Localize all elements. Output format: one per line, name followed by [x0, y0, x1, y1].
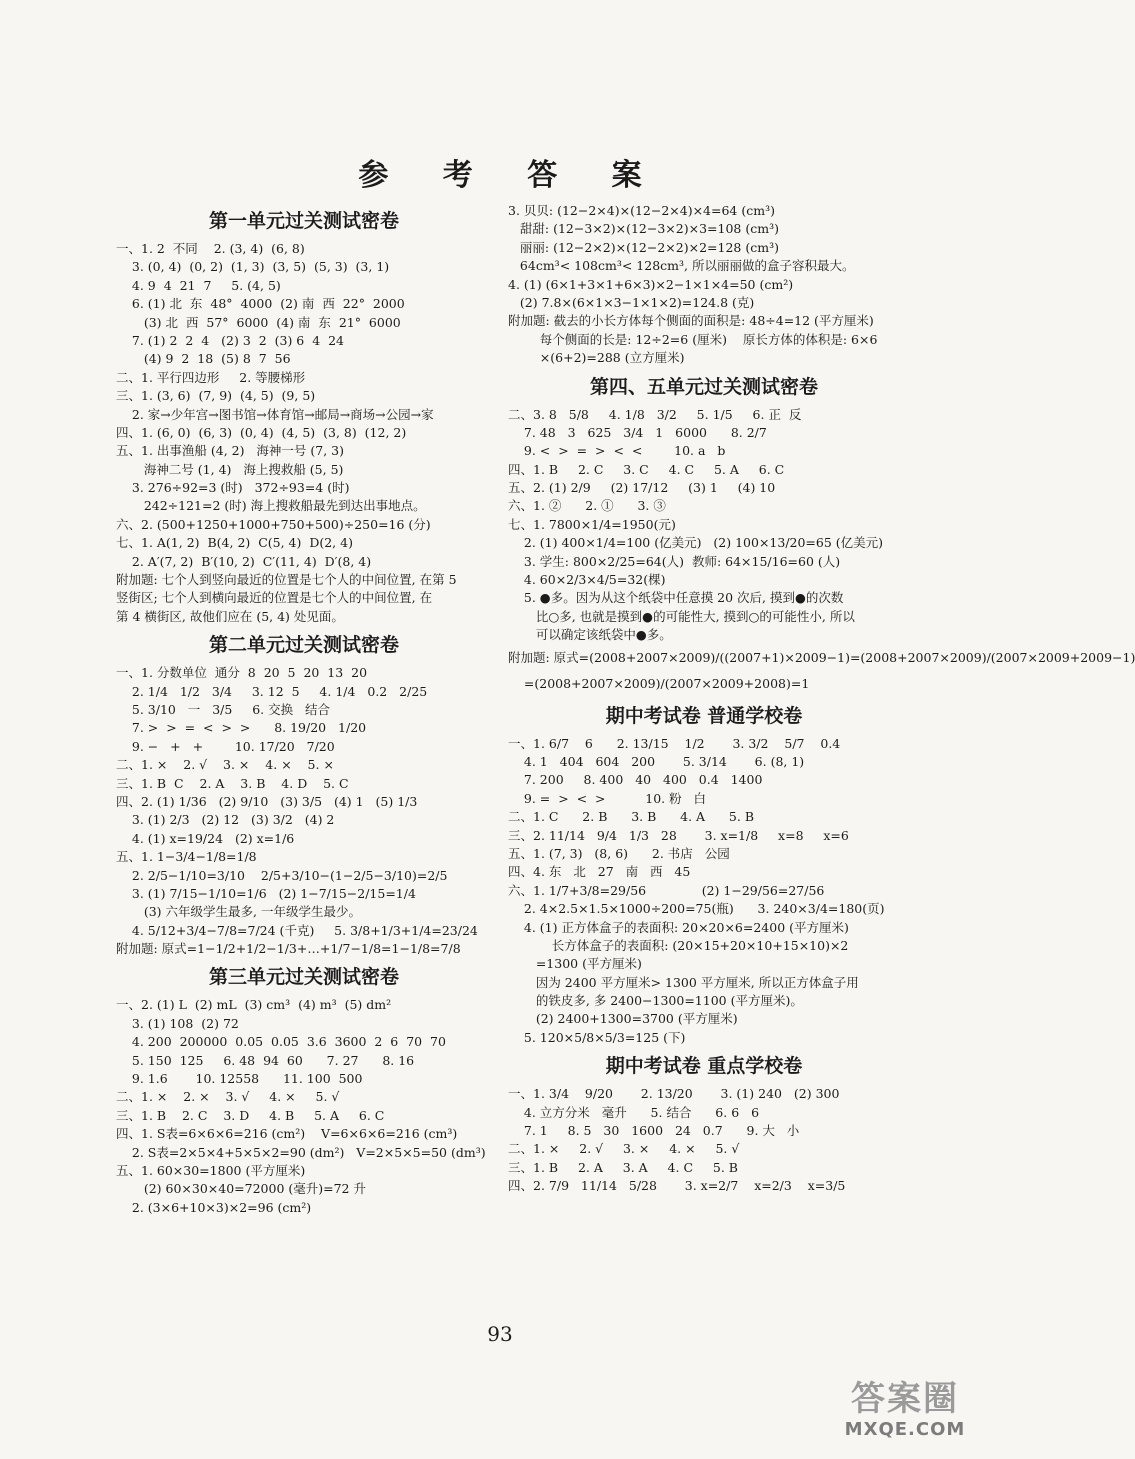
answer-line: 竖街区; 七个人到横向最近的位置是七个人的中间位置, 在	[116, 590, 433, 606]
answer-line: 7. 1 8. 5 30 1600 24 0.7 9. 大 小	[508, 1123, 800, 1139]
watermark-main-text: 答案圈	[851, 1379, 959, 1419]
answer-line: 2. 4×2.5×1.5×1000÷200=75(瓶) 3. 240×3/4=180(页)	[508, 901, 885, 917]
answer-line: 3. (1) 108 (2) 72	[116, 1015, 239, 1031]
answer-line: 长方体盒子的表面积: (20×15+20×10+15×10)×2	[508, 937, 849, 953]
answer-section	[116, 628, 492, 958]
answer-line: 2. 家→少年宫→图书馆→体育馆→邮局→商场→公园→家	[116, 406, 434, 422]
answer-line: 四、2. (1) 1/36 (2) 9/10 (3) 3/5 (4) 1 (5) 1/3	[116, 793, 418, 809]
answer-line: 二、3. 8 5/8 4. 1/8 3/2 5. 1/5 6. 正 反	[508, 406, 802, 422]
answer-line: 一、1. 6/7 6 2. 13/15 1/2 3. 3/2 5/7 0.4	[508, 735, 841, 751]
answer-line: 七、1. 7800×1/4=1950(元)	[508, 516, 676, 532]
answer-line: 4. (1) (6×1+3×1+6×3)×2−1×1×4=50 (cm²)	[508, 276, 794, 292]
answer-line: 5. 150 125 6. 48 94 60 7. 27 8. 16	[116, 1052, 415, 1068]
answer-line: (2) 7.8×(6×1×3−1×1×2)=124.8 (克)	[508, 294, 755, 310]
answer-line: 2. (1) 400×1/4=100 (亿美元) (2) 100×13/20=65 (亿美元)	[508, 535, 884, 551]
answer-line: 5. 3/10 一 3/5 6. 交换 结合	[116, 701, 331, 717]
answer-line: 2. A′(7, 2) B′(10, 2) C′(11, 4) D′(8, 4)	[116, 553, 372, 569]
answer-line: 四、1. S表=6×6×6=216 (cm²) V=6×6×6=216 (cm³)	[116, 1126, 458, 1142]
answer-line: 4. 5/12+3/4−7/8=7/24 (千克) 5. 3/8+1/3+1/4=23/24	[116, 922, 478, 938]
answer-line: ×(6+2)=288 (立方厘米)	[508, 350, 685, 366]
answer-line: 3. 学生: 800×2/25=64(人) 教师: 64×15/16=60 (人)	[508, 553, 841, 569]
answer-line: 附加题: 七个人到竖向最近的位置是七个人的中间位置, 在第 5	[116, 572, 457, 588]
answer-line: 二、1. × 2. √ 3. × 4. × 5. ×	[116, 757, 334, 773]
section-title: 第三单元过关测试密卷	[208, 966, 399, 989]
answer-line: 因为 2400 平方厘米> 1300 平方厘米, 所以正方体盒子用	[508, 974, 859, 990]
answer-line: 5. ●多。因为从这个纸袋中任意摸 20 次后, 摸到●的次数	[508, 590, 844, 606]
answer-line: 9. − + + 10. 17/20 7/20	[116, 738, 335, 754]
answer-line: 4. 200 200000 0.05 0.05 3.6 3600 2 6 70 70	[116, 1034, 446, 1050]
answer-line: 4. 60×2/3×4/5=32(棵)	[508, 572, 666, 588]
answer-line: 四、4. 东 北 27 南 西 45	[508, 864, 691, 880]
answer-line: (4) 9 2 18 (5) 8 7 56	[116, 351, 291, 367]
answer-line: 每个侧面的长是: 12÷2=6 (厘米) 原长方体的体积是: 6×6	[508, 331, 878, 347]
answer-line: 比○多, 也就是摸到●的可能性大, 摸到○的可能性小, 所以	[508, 608, 855, 624]
answer-line: 9. 1.6 10. 12558 11. 100 500	[116, 1071, 363, 1087]
answer-line: =1300 (平方厘米)	[508, 956, 642, 972]
answer-line: 附加题: 原式=1−1/2+1/2−1/3+…+1/7−1/8=1−1/8=7/8	[116, 941, 461, 957]
answer-line: 7. (1) 2 2 4 (2) 3 2 (3) 6 4 24	[116, 332, 345, 348]
answer-section	[508, 1049, 900, 1195]
answer-line: 4. 9 4 21 7 5. (4, 5)	[116, 277, 281, 293]
section-title: 第四、五单元过关测试密卷	[589, 375, 818, 398]
answer-line: (2) 60×30×40=72000 (毫升)=72 升	[116, 1181, 366, 1197]
watermark-logo	[830, 1379, 980, 1449]
answer-section	[116, 204, 492, 626]
answer-line: 2. S表=2×5×4+5×5×2=90 (dm²) V=2×5×5=50 (dm³)	[116, 1144, 486, 1160]
left-column	[116, 202, 492, 1217]
section-title: 期中考试卷 普通学校卷	[605, 704, 803, 727]
answer-line: 4. (1) x=19/24 (2) x=1/6	[116, 830, 295, 846]
answer-line: 3. 276÷92=3 (时) 372÷93=4 (时)	[116, 480, 350, 496]
answer-line: 五、1. 60×30=1800 (平方厘米)	[116, 1162, 306, 1178]
answer-line: 四、2. 7/9 11/14 5/28 3. x=2/7 x=2/3 x=3/5	[508, 1178, 846, 1194]
answer-line: 一、1. 3/4 9/20 2. 13/20 3. (1) 240 (2) 300	[508, 1086, 840, 1102]
answer-line: 三、1. B 2. C 3. D 4. B 5. A 6. C	[116, 1107, 385, 1123]
section-title: 第二单元过关测试密卷	[208, 634, 399, 657]
answer-section	[116, 960, 492, 1217]
section-title: 期中考试卷 重点学校卷	[605, 1055, 803, 1078]
answer-line: 二、1. C 2. B 3. B 4. A 5. B	[508, 809, 755, 825]
answer-line: 一、2. (1) L (2) mL (3) cm³ (4) m³ (5) dm²	[116, 997, 392, 1013]
answer-line: 3. 贝贝: (12−2×4)×(12−2×4)×4=64 (cm³)	[508, 203, 775, 218]
answer-line: 二、1. × 2. × 3. √ 4. × 5. √	[116, 1089, 340, 1105]
answer-line: 第 4 横街区, 故他们应在 (5, 4) 处见面。	[116, 608, 344, 624]
page-number: 93	[487, 1322, 513, 1346]
answer-section	[508, 699, 900, 1048]
answer-line: 五、1. 出事渔船 (4, 2) 海神一号 (7, 3)	[116, 443, 344, 459]
answer-line: 2. 2/5−1/10=3/10 2/5+3/10−(1−2/5−3/10)=2/5	[116, 867, 448, 883]
answer-line: (3) 六年级学生最多, 一年级学生最少。	[116, 904, 361, 920]
answer-line: 7. 48 3 625 3/4 1 6000 8. 2/7	[508, 424, 767, 440]
answer-line: 一、1. 2 不同 2. (3, 4) (6, 8)	[116, 241, 305, 256]
answer-line: 4. 立方分米 毫升 5. 结合 6. 6 6	[508, 1104, 760, 1120]
answer-line: (3) 北 西 57° 6000 (4) 南 东 21° 6000	[116, 314, 401, 330]
answer-line: 2. 1/4 1/2 3/4 3. 12 5 4. 1/4 0.2 2/25	[116, 683, 428, 699]
answer-line: 4. (1) 正方体盒子的表面积: 20×20×6=2400 (平方厘米)	[508, 919, 849, 935]
right-column	[508, 202, 1135, 1196]
answer-line: 一、1. 分数单位 通分 8 20 5 20 13 20	[116, 665, 368, 681]
answer-line: 9. < > = > < < 10. a b	[508, 443, 726, 459]
answer-line: 六、1. 1/7+3/8=29/56 (2) 1−29/56=27/56	[508, 882, 825, 898]
answer-line: 二、1. 平行四边形 2. 等腰梯形	[116, 369, 306, 385]
section-title: 第一单元过关测试密卷	[208, 210, 399, 232]
answer-line: 四、1. B 2. C 3. C 4. C 5. A 6. C	[508, 461, 785, 477]
answer-line: 三、1. (3, 6) (7, 9) (4, 5) (9, 5)	[116, 388, 316, 404]
answer-line: 2. (3×6+10×3)×2=96 (cm²)	[116, 1199, 312, 1215]
answer-line: 七、1. A(1, 2) B(4, 2) C(5, 4) D(2, 4)	[116, 535, 353, 551]
answer-line: 三、1. B C 2. A 3. B 4. D 5. C	[116, 775, 349, 791]
answer-line: 六、2. (500+1250+1000+750+500)÷250=16 (分)	[116, 516, 431, 532]
watermark-sub-text: MXQE.COM	[844, 1419, 966, 1440]
answer-line: (2) 2400+1300=3700 (平方厘米)	[508, 1011, 738, 1027]
answer-line: 7. 200 8. 400 40 400 0.4 1400	[508, 772, 763, 788]
answer-line: 4. 1 404 604 200 5. 3/14 6. (8, 1)	[508, 753, 805, 769]
answer-line: 甜甜: (12−3×2)×(12−3×2)×3=108 (cm³)	[508, 221, 779, 237]
answer-line: 六、1. ② 2. ① 3. ③	[508, 498, 666, 514]
answer-line: 海神二号 (1, 4) 海上搜救船 (5, 5)	[116, 461, 344, 477]
answer-line: 3. (1) 2/3 (2) 12 (3) 3/2 (4) 2	[116, 812, 335, 828]
answer-line: 三、1. B 2. A 3. A 4. C 5. B	[508, 1159, 738, 1175]
answer-line: 附加题: 原式=(2008+2007×2009)/((2007+1)×2009−1)=(2008+2007×2009)/(2007×2009+2009−1)	[508, 649, 1135, 665]
answer-line: 6. (1) 北 东 48° 4000 (2) 南 西 22° 2000	[116, 296, 405, 312]
answer-line: 四、1. (6, 0) (6, 3) (0, 4) (4, 5) (3, 8) (12, 2)	[116, 424, 407, 440]
answer-line: 3. (1) 7/15−1/10=1/6 (2) 1−7/15−2/15=1/4	[116, 885, 416, 901]
answer-line: 64cm³< 108cm³< 128cm³, 所以丽丽做的盒子容积最大。	[508, 258, 855, 274]
answer-line: 242÷121=2 (时) 海上搜救船最先到达出事地点。	[116, 498, 426, 514]
answer-line: 五、1. (7, 3) (8, 6) 2. 书店 公园	[508, 845, 730, 861]
answer-line: 7. > > = < > > 8. 19/20 1/20	[116, 720, 367, 736]
answer-line: 五、1. 1−3/4−1/8=1/8	[116, 849, 257, 865]
answer-line: 丽丽: (12−2×2)×(12−2×2)×2=128 (cm³)	[508, 239, 779, 255]
answer-line: 3. (0, 4) (0, 2) (1, 3) (3, 5) (5, 3) (3, 1)	[116, 259, 390, 275]
answer-line: =(2008+2007×2009)/(2007×2009+2008)=1	[508, 675, 810, 691]
answer-section	[508, 202, 900, 368]
answer-line: 附加题: 截去的小长方体每个侧面的面积是: 48÷4=12 (平方厘米)	[508, 313, 874, 329]
answer-line: 的铁皮多, 多 2400−1300=1100 (平方厘米)。	[508, 993, 803, 1009]
answer-line: 5. 120×5/8×5/3=125 (下)	[508, 1029, 686, 1045]
answer-section	[508, 370, 1135, 697]
answer-line: 9. = > < > 10. 粉 白	[508, 790, 707, 806]
page-title: 参 考 答 案	[358, 158, 664, 193]
answer-line: 二、1. × 2. √ 3. × 4. × 5. √	[508, 1141, 740, 1157]
answer-line: 三、2. 11/14 9/4 1/3 28 3. x=1/8 x=8 x=6	[508, 827, 849, 843]
answer-line: 可以确定该纸袋中●多。	[508, 627, 672, 643]
answer-line: 五、2. (1) 2/9 (2) 17/12 (3) 1 (4) 10	[508, 480, 776, 496]
